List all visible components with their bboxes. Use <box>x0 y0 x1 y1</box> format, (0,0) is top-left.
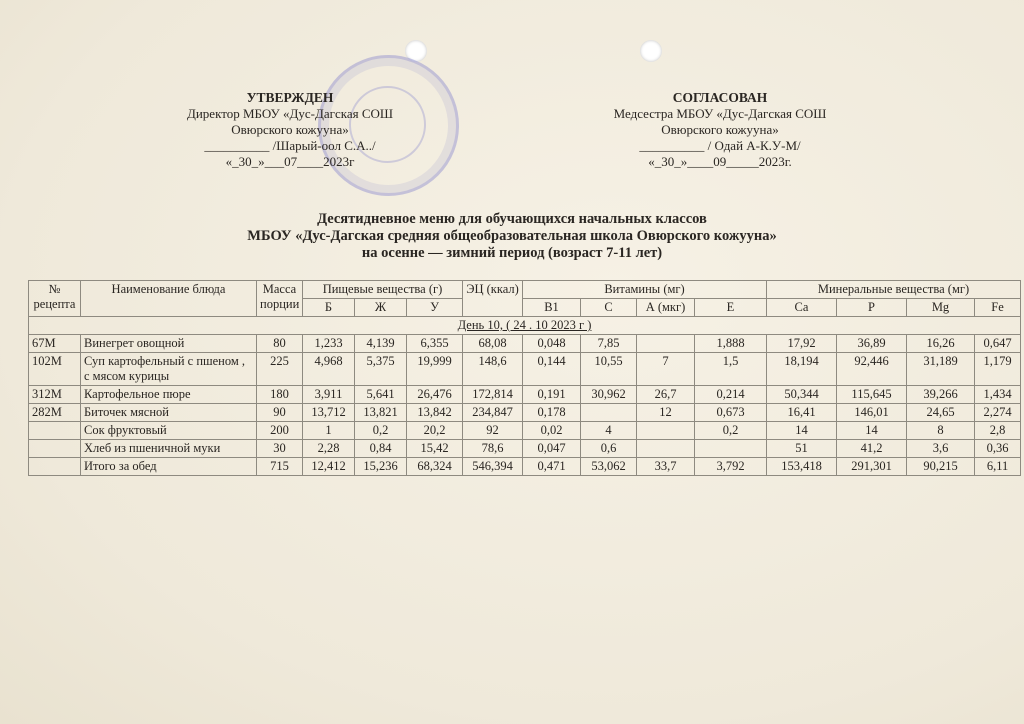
cell-ca: 18,194 <box>767 353 837 386</box>
total-mg: 90,215 <box>907 458 975 476</box>
cell-zh: 13,821 <box>355 404 407 422</box>
day-row <box>29 317 1021 335</box>
cell-fe: 1,434 <box>975 386 1021 404</box>
header-minerals: Минеральные вещества (мг) <box>767 281 1021 299</box>
cell-dish: Винегрет овощной <box>81 335 257 353</box>
cell-a: 7 <box>637 353 695 386</box>
cell-recipe: 102М <box>29 353 81 386</box>
total-energy: 546,394 <box>463 458 523 476</box>
header-nutrients: Пищевые вещества (г) <box>303 281 463 299</box>
header-e: E <box>695 299 767 317</box>
approved-date: «_30_»___07____2023г <box>225 154 355 169</box>
heading-line2: МБОУ «Дус-Дагская средняя общеобразовательная школа Овюрского кожууна» <box>247 228 777 244</box>
header-c: C <box>581 299 637 317</box>
cell-zh: 0,84 <box>355 440 407 458</box>
cell-p: 14 <box>837 422 907 440</box>
cell-c: 30,962 <box>581 386 637 404</box>
header-fe: Fe <box>975 299 1021 317</box>
cell-dish: Картофельное пюре <box>81 386 257 404</box>
cell-zh: 0,2 <box>355 422 407 440</box>
cell-a <box>637 422 695 440</box>
heading-line1: Десятидневное меню для обучающихся начальных классов <box>317 211 707 227</box>
total-fe: 6,11 <box>975 458 1021 476</box>
cell-c: 0,6 <box>581 440 637 458</box>
header-u: У <box>407 299 463 317</box>
header-row-1 <box>29 281 1021 299</box>
cell-u: 6,355 <box>407 335 463 353</box>
cell-b1: 0,048 <box>523 335 581 353</box>
total-p: 291,301 <box>837 458 907 476</box>
cell-ca: 16,41 <box>767 404 837 422</box>
total-b: 12,412 <box>303 458 355 476</box>
cell-recipe: 312М <box>29 386 81 404</box>
cell-mass: 200 <box>257 422 303 440</box>
cell-b1: 0,144 <box>523 353 581 386</box>
table-row <box>29 404 1021 422</box>
total-mass: 715 <box>257 458 303 476</box>
header-energy: ЭЦ (ккал) <box>463 281 523 317</box>
approved-line1: Директор МБОУ «Дус-Дагская СОШ <box>186 106 394 121</box>
cell-p: 41,2 <box>837 440 907 458</box>
cell-ca: 14 <box>767 422 837 440</box>
header-b1: B1 <box>523 299 581 317</box>
document-heading <box>0 211 1024 262</box>
total-dish: Итого за обед <box>81 458 257 476</box>
cell-b: 13,712 <box>303 404 355 422</box>
cell-mg: 8 <box>907 422 975 440</box>
cell-e <box>695 440 767 458</box>
cell-a: 12 <box>637 404 695 422</box>
cell-recipe <box>29 440 81 458</box>
agreed-line2: Овюрского кожууна» <box>661 122 779 137</box>
cell-dish: Хлеб из пшеничной муки <box>81 440 257 458</box>
cell-recipe: 282М <box>29 404 81 422</box>
cell-ca: 17,92 <box>767 335 837 353</box>
cell-dish: Биточек мясной <box>81 404 257 422</box>
cell-p: 36,89 <box>837 335 907 353</box>
header-mass: Масса порции <box>257 281 303 317</box>
approved-title: УТВЕРЖДЕН <box>246 90 334 105</box>
agreed-date: «_30_»____09_____2023г. <box>648 154 792 169</box>
cell-mass: 180 <box>257 386 303 404</box>
cell-c: 7,85 <box>581 335 637 353</box>
header-a: А (мкг) <box>637 299 695 317</box>
cell-p: 146,01 <box>837 404 907 422</box>
day-label: День 10, ( 24 . 10 2023 г ) <box>29 317 1021 335</box>
cell-mg: 3,6 <box>907 440 975 458</box>
header-recipe: № рецепта <box>29 281 81 317</box>
total-u: 68,324 <box>407 458 463 476</box>
cell-b: 3,911 <box>303 386 355 404</box>
total-recipe <box>29 458 81 476</box>
cell-mass: 30 <box>257 440 303 458</box>
cell-b1: 0,02 <box>523 422 581 440</box>
cell-fe: 1,179 <box>975 353 1021 386</box>
heading-line3: на осенне — зимний период (возраст 7-11 лет) <box>361 245 663 261</box>
cell-energy: 92 <box>463 422 523 440</box>
cell-b1: 0,047 <box>523 440 581 458</box>
cell-u: 13,842 <box>407 404 463 422</box>
header-b: Б <box>303 299 355 317</box>
cell-energy: 68,08 <box>463 335 523 353</box>
header-p: P <box>837 299 907 317</box>
approved-line2: Овюрского кожууна» <box>231 122 349 137</box>
cell-b1: 0,178 <box>523 404 581 422</box>
cell-b: 2,28 <box>303 440 355 458</box>
cell-fe: 0,647 <box>975 335 1021 353</box>
cell-zh: 4,139 <box>355 335 407 353</box>
cell-ca: 50,344 <box>767 386 837 404</box>
cell-u: 20,2 <box>407 422 463 440</box>
total-row <box>29 458 1021 476</box>
header-dish: Наименование блюда <box>81 281 257 317</box>
table-row <box>29 440 1021 458</box>
cell-dish: Суп картофельный с пшеном , с мясом курицы <box>81 353 257 386</box>
total-zh: 15,236 <box>355 458 407 476</box>
cell-fe: 0,36 <box>975 440 1021 458</box>
cell-recipe <box>29 422 81 440</box>
cell-u: 19,999 <box>407 353 463 386</box>
agreed-signature: __________ / Одай А-К.У-М/ <box>639 138 801 153</box>
cell-e: 1,5 <box>695 353 767 386</box>
approved-signature: __________ /Шарый-оол С.А../ <box>204 138 376 153</box>
cell-mass: 225 <box>257 353 303 386</box>
agreed-block <box>590 90 850 170</box>
cell-c <box>581 404 637 422</box>
menu-table <box>28 280 1021 476</box>
cell-fe: 2,274 <box>975 404 1021 422</box>
cell-a <box>637 440 695 458</box>
cell-ca: 51 <box>767 440 837 458</box>
cell-energy: 148,6 <box>463 353 523 386</box>
cell-c: 10,55 <box>581 353 637 386</box>
table-row <box>29 422 1021 440</box>
cell-p: 92,446 <box>837 353 907 386</box>
cell-b: 1 <box>303 422 355 440</box>
cell-c: 4 <box>581 422 637 440</box>
cell-a: 26,7 <box>637 386 695 404</box>
cell-e: 0,2 <box>695 422 767 440</box>
header-ca: Ca <box>767 299 837 317</box>
cell-mg: 16,26 <box>907 335 975 353</box>
cell-a <box>637 335 695 353</box>
table-row <box>29 386 1021 404</box>
cell-u: 26,476 <box>407 386 463 404</box>
cell-mass: 90 <box>257 404 303 422</box>
menu-rows <box>29 335 1021 476</box>
cell-e: 0,673 <box>695 404 767 422</box>
punch-hole <box>640 40 662 62</box>
total-a: 33,7 <box>637 458 695 476</box>
agreed-title: СОГЛАСОВАН <box>672 90 768 105</box>
cell-energy: 78,6 <box>463 440 523 458</box>
cell-mg: 31,189 <box>907 353 975 386</box>
cell-fe: 2,8 <box>975 422 1021 440</box>
cell-mass: 80 <box>257 335 303 353</box>
cell-b: 4,968 <box>303 353 355 386</box>
total-c: 53,062 <box>581 458 637 476</box>
header-vitamins: Витамины (мг) <box>523 281 767 299</box>
cell-e: 1,888 <box>695 335 767 353</box>
total-e: 3,792 <box>695 458 767 476</box>
header-mg: Mg <box>907 299 975 317</box>
approved-block <box>160 90 420 170</box>
cell-b: 1,233 <box>303 335 355 353</box>
cell-mg: 39,266 <box>907 386 975 404</box>
cell-u: 15,42 <box>407 440 463 458</box>
table-row <box>29 335 1021 353</box>
header-zh: Ж <box>355 299 407 317</box>
cell-e: 0,214 <box>695 386 767 404</box>
cell-dish: Сок фруктовый <box>81 422 257 440</box>
cell-energy: 172,814 <box>463 386 523 404</box>
total-b1: 0,471 <box>523 458 581 476</box>
cell-p: 115,645 <box>837 386 907 404</box>
cell-mg: 24,65 <box>907 404 975 422</box>
table-row <box>29 353 1021 386</box>
cell-energy: 234,847 <box>463 404 523 422</box>
cell-b1: 0,191 <box>523 386 581 404</box>
total-ca: 153,418 <box>767 458 837 476</box>
cell-recipe: 67М <box>29 335 81 353</box>
agreed-line1: Медсестра МБОУ «Дус-Дагская СОШ <box>613 106 827 121</box>
cell-zh: 5,641 <box>355 386 407 404</box>
cell-zh: 5,375 <box>355 353 407 386</box>
